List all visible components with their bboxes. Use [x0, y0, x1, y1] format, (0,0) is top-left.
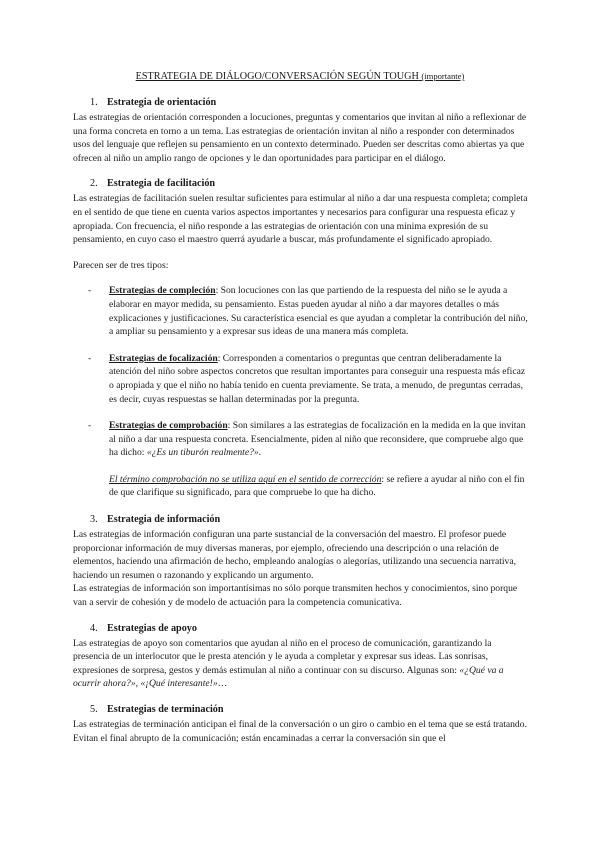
paragraph-informacion-1: Las estrategias de información configuran una parte sustancial de la conversación del maestro. El profesor puede proporcionar información de muy diversas maneras, por ejemplo, ofreciendo una descripción o una relación de elementos, haciendo una afirmación de hecho, empleando analogías o alegorías, utilizando una secuencia narrativa, haciendo un resumen o razonando y explicando un argumento.: [73, 529, 516, 581]
text-comprobacion: : Son similares a las estrategias de focalización en la medida en la que invitan al niño a dar una respuesta concreta. Esencialmente, piden al niño que reconsidere, que compruebe algo que ha dicho:: [109, 420, 526, 459]
text-apoyo: Las estrategias de apoyo son comentarios que ayudan al niño en el proceso de comunicación, garantizando la presencia de un interlocutor que le presta atención y le ayuda a completar y expresar sus ideas. Las sonrisas, expresiones de sorpresa, gestos y demás estimulan al niño a continuar con su discurso. Algunas son:: [73, 637, 492, 676]
section-heading-terminacion: [90, 703, 528, 717]
title-note: (importante): [421, 71, 465, 81]
section-title: Estrategia de información: [107, 514, 221, 526]
term-comprobacion: Estrategias de comprobación: [109, 420, 228, 432]
text-complecion: : Son locuciones con las que partiendo de la respuesta del niño se le ayuda a elaborar en mayor medida, su pensamiento. Estas pueden ayudar al niño a dar mayores detalles o más explicaciones y justificaciones. Su característica esencial es que ayudan a completar la contribución del niño, a ampliar su pensamiento y a expresar sus ideas de una manera más completa.: [109, 285, 528, 338]
quote-period: .: [258, 447, 262, 459]
paragraph-types-intro: Parecen ser de tres tipos:: [73, 259, 169, 271]
paragraph-orientacion: Las estrategias de orientación corresponden a locuciones, preguntas y comentarios que invitan al niño a reflexionar de una forma concreta en torno a un tema. Las estrategias de orientación invitan al niño a responder con determinados usos del lenguaje que reflejen su pensamiento en un contexto determinado. Pueden ser descritas como abiertas ya que ofrecen al niño un amplio rango de opciones y le dan oportunidades para participar en el diálogo.: [73, 112, 527, 164]
text-focalizacion: : Corresponden a comentarios o preguntas que centran deliberadamente la atención del niño sobre aspectos concretos que resultan importantes para conseguir una respuesta más eficaz o apropiada y que el niño no había tenido en cuenta previamente. Se trata, a menudo, de preguntas cerradas, es decir, cuyas respuestas se hallan determinadas por la pregunta.: [109, 352, 526, 405]
paragraph-apoyo: [73, 637, 528, 691]
section-heading-orientacion: [90, 96, 528, 110]
document-title: [0, 71, 600, 82]
section-title: Estrategia de facilitación: [107, 178, 216, 190]
list-item-complecion: [73, 284, 528, 338]
list-item-focalizacion: [73, 352, 528, 406]
quote-tiburon: «¿Es un tiburón realmente?»: [146, 447, 259, 459]
section-number: 2.: [90, 178, 98, 190]
document-body: [73, 96, 528, 745]
section-heading-apoyo: [90, 622, 528, 636]
note-comprobacion-italic: El término comprobación no se utiliza aquí en el sentido de corrección: [109, 473, 382, 485]
section-heading-informacion: [90, 513, 528, 527]
term-complecion: Estrategias de compleción: [109, 285, 216, 297]
section-title: Estrategias de apoyo: [107, 622, 197, 634]
bullet-dash: -: [88, 352, 92, 364]
quote-interesante: «¡Qué interesante!»: [140, 678, 218, 690]
quote-ocurrir: «¿Qué va a ocurrir ahora?»: [73, 664, 504, 690]
bullet-dash: -: [88, 285, 92, 297]
paragraph-informacion-2: Las estrategias de información son importantísimas no sólo porque transmiten hechos y conocimientos, sino porque van a servir de cohesión y de modelo de actuación para la competencia comunicativa.: [73, 583, 518, 609]
quote-separator: ,: [135, 678, 141, 690]
section-title: Estrategia de orientación: [107, 97, 217, 108]
section-number: 5.: [90, 704, 98, 715]
section-title: Estrategias de terminación: [107, 704, 224, 715]
section-number: 1.: [90, 97, 98, 108]
bullet-dash: -: [88, 420, 92, 432]
note-comprobacion-rest: : se refiere a ayudar al niño con el fin de que clarifique su significado, para que compruebe lo que ha dicho.: [109, 473, 525, 499]
section-number: 3.: [90, 514, 98, 526]
section-heading-facilitacion: [90, 177, 528, 191]
paragraph-facilitacion: Las estrategias de facilitación suelen resultar suficientes para estimular al niño a dar una respuesta completa; completa en el sentido de que tiene en cuenta varios aspectos importantes y necesarios para configurar una respuesta eficaz y apropiada. Con frecuencia, el niño responde a las estrategias de orientación con una mínima expresión de su pensamiento, en cuyo caso el maestro querrá ayudarle a buscar, más profundamente el significado apropiado.: [73, 193, 528, 246]
section-number: 4.: [90, 622, 98, 634]
list-item-comprobacion: [73, 419, 528, 500]
title-main: ESTRATEGIA DE DIÁLOGO/CONVERSACIÓN SEGÚN TOUGH: [135, 71, 419, 82]
ellipsis: …: [217, 678, 228, 690]
term-focalizacion: Estrategias de focalización: [109, 352, 218, 364]
paragraph-terminacion: Las estrategias de terminación anticipan el final de la conversación o un giro o cambio en el tema que se está tratando. Evitan el final abrupto de la comunicación; están encaminadas a cerrar la conversación sin que el: [73, 719, 527, 744]
